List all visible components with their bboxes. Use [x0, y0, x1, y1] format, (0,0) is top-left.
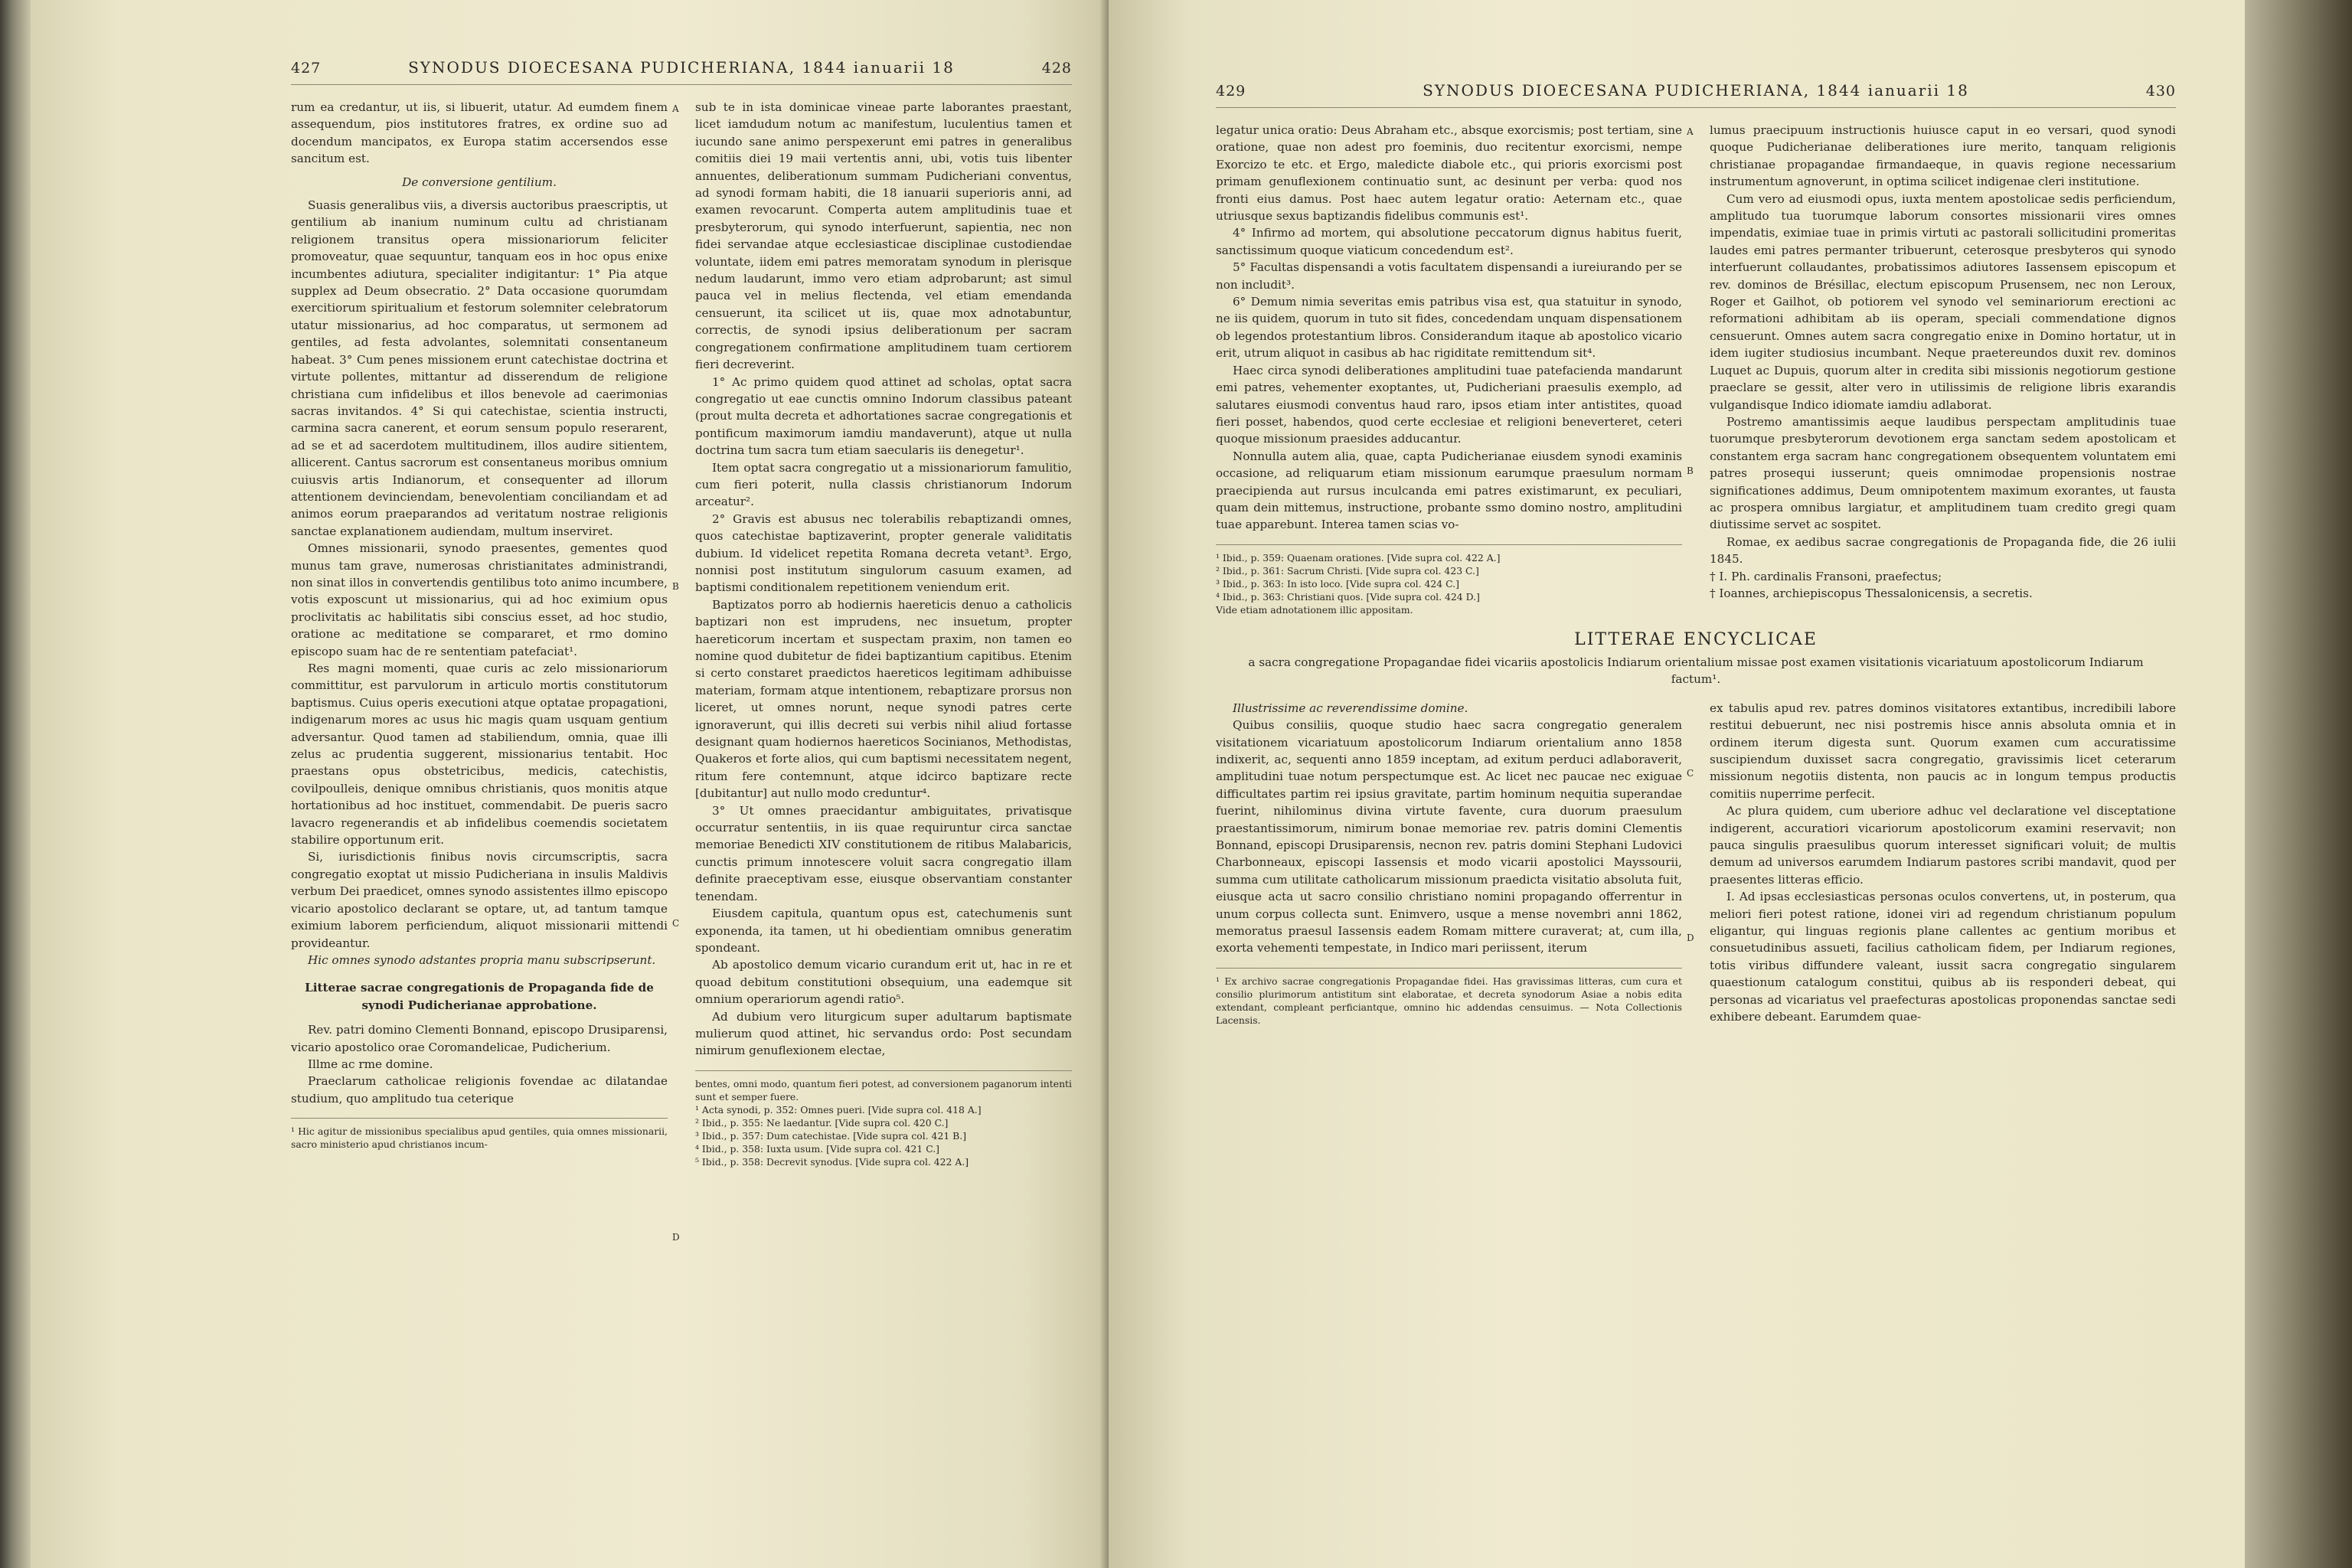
- text-column: [1687, 700, 2176, 1027]
- book-edge-left: [0, 0, 31, 1568]
- page-number: 428: [1041, 60, 1072, 77]
- left-page: [31, 0, 1109, 1568]
- page-number: 429: [1216, 83, 1246, 100]
- paragraph: lumus praecipuum instructionis huiusce caput in eo versari, quod synodi quoque Pudicherianae deliberationes iure merito, tanquam religionis christianae propagandae firmandaeque, in quavis regione necessarium instrumentum agnoverunt, in optima scilicet indigenae cleri institutione.: [1710, 123, 2176, 189]
- running-title: SYNODUS DIOECESANA PUDICHERIANA, 1844 ianuarii 18: [408, 58, 955, 77]
- footnote-line: ¹ Acta synodi, p. 352: Omnes pueri. [Vide supra col. 418 A.]: [695, 1103, 982, 1116]
- paragraph: 6° Demum nimia severitas emis patribus visa est, qua statuitur in synodo, ne iis quidem, quorum in tuto sit fides, concedendam unquam dispensationem ob legendos protestantium libros. Considerandum itaque ab apostolico vicario erit, utrum aliquot in casibus ab hac rigiditate remittendum sit⁴.: [1216, 295, 1682, 361]
- paragraph: Hic omnes synodo adstantes propria manu subscripserunt.: [308, 952, 656, 967]
- footnote-line: ⁵ Ibid., p. 358: Decrevit synodus. [Vide supra col. 422 A.]: [695, 1155, 969, 1168]
- paragraph: Ab apostolico demum vicario curandum erit ut, hac in re et quoad debitum constitutioni obsequium, una eademque sit omnium operariorum agendi ratio⁵.: [695, 958, 1072, 1007]
- paragraph: 2° Gravis est abusus nec tolerabilis rebaptizandi omnes, quos catechistae baptizaverint, propter generale validitatis dubium. Id videlicet repetita Romana decreta vetant³. Ergo, nonnisi post institutum singulorum casuum examen, ad baptismi conditionalem repetitionem veniendum erit.: [695, 511, 1072, 595]
- footnote-line: ³ Ibid., p. 363: In isto loco. [Vide supra col. 424 C.]: [1216, 577, 1459, 590]
- text-column: [1216, 700, 1682, 1027]
- paragraph: Si, iurisdictionis finibus novis circumscriptis, sacra congregatio exoptat ut missio Pudicheriana in insulis Maldivis verbum Dei praedicet, omnes synodo assistentes illmo episcopo vicario apostolico declarant se optare, ut, ad tantum tamque eximium laborem perficiendum, aliquot missionarii mittendi provideantur.: [291, 850, 668, 950]
- footnote-line: ⁴ Ibid., p. 358: Iuxta usum. [Vide supra col. 421 C.]: [695, 1142, 940, 1155]
- paragraph: 3° Ut omnes praecidantur ambiguitates, privatisque occurratur sententiis, in iis quae requiruntur circa sanctae memoriae Benedicti XIV constitutionem de ritibus Malabaricis, cunctis primum innotescere voluit sacra congregatio illam definite praeceptivam esse, eiusque observantiam constanter tenendam.: [695, 803, 1072, 903]
- paragraph: Praeclarum catholicae religionis fovendae ac dilatandae studium, quo amplitudo tua ceterique: [291, 1074, 668, 1106]
- margin-letter: A: [1687, 126, 1694, 137]
- column-paragraphs: [291, 99, 668, 1107]
- paragraph: Eiusdem capitula, quantum opus est, catechumenis sunt exponenda, ita tamen, ut hi obedientiam omnibus generatim spondeant.: [695, 906, 1072, 955]
- margin-letter: C: [1687, 768, 1694, 779]
- text-column: [291, 99, 668, 1168]
- paragraph: Baptizatos porro ab hodiernis haereticis denuo a catholicis baptizari non est imprudens, nec insuetum, propter haereticorum incertam et suspectam praxim, non tamen eo nomine quod dubitetur de fidei baptizantium capitibus. Etenim si certo constaret praedictos haereticos legitimam adhibuisse materiam, formam atque intentionem, rebaptizare prorsus non liceret, ut omnes norunt, neque synodi patres certe ignoraverunt, qui illis decreti sui verbis nihil aliud fortasse designant quam hodiernos haereticos Socinianos, Methodistas, Quakeros et forte alios, qui cum baptismi necessitatem negent, ritum fere contemnunt, atque idcirco baptizare recte [dubitantur] aut nullo modo creduntur⁴.: [695, 597, 1072, 801]
- paragraph: Ad dubium vero liturgicum super adultarum baptismate mulierum quod attinet, hic servandus ordo: Post secundam nimirum genuflexionem electae,: [695, 1009, 1072, 1058]
- paragraph: Suasis generalibus viis, a diversis auctoribus praescriptis, ut gentilium ab inanium numinum cultu ad christianam religionem transitus opera missionariorum feliciter promoveatur, quae sequuntur, tanquam eos in hoc opus enixe incumbentes adiutura, specialiter indigitantur: 1° Pia atque supplex ad Deum obsecratio. 2° Data occasione quorumdam exercitiorum spiritualium et festorum solemniter celebratorum utatur missionarius, ad hoc comparatus, ut sermonem ad gentiles, ad festa advolantes, solemnitati consentaneum habeat. 3° Cum penes missionem erunt catechistae doctrina et virtute pollentes, mittantur ad disserendum de religione christiana cum infidelibus et illos benevole ad caerimonias sacras invitandos. 4° Si qui catechistae, scientia instructi, carmina sacra canerent, et eorum sensum populo reserarent, ad se et ad sacerdotem multitudinem, illos audire sitientem, allicerent. Cantus sacrorum est consentaneus moribus omnium cuiusvis artis Indianorum, et consequenter ad illorum attentionem devinciendam, benevolentiam conciliandam et ad animos eorum praeparandos ad veritatum nostrae religionis sanctae explanationem audiendam, multum inserviret.: [291, 198, 668, 538]
- footnote: ¹ Ex archivo sacrae congregationis Propagandae fidei. Has gravissimas litteras, cum cura et consilio plurimorum antistitum sint elaboratae, et decreta synodorum Asiae a nobis edita extendant, compleant perficiantque, omnino hic addendas censuimus. — Nota Collectionis Lacensis.: [1216, 968, 1682, 1027]
- paragraph: Rev. patri domino Clementi Bonnand, episcopo Drusiparensi, vicario apostolico orae Coromandelicae, Pudicherium.: [291, 1023, 668, 1054]
- footnote-line: ¹ Ibid., p. 359: Quaenam orationes. [Vide supra col. 422 A.]: [1216, 551, 1501, 564]
- footnote-line: ⁴ Ibid., p. 363: Christiani quos. [Vide supra col. 424 D.]: [1216, 590, 1480, 603]
- right-page: [1109, 0, 2245, 1568]
- paragraph: 5° Facultas dispensandi a votis facultatem dispensandi a iureiurando per se non includit³.: [1216, 260, 1682, 292]
- footnote-line: ² Ibid., p. 361: Sacrum Christi. [Vide supra col. 423 C.]: [1216, 564, 1479, 577]
- column-paragraphs: [1216, 122, 1682, 534]
- footnote-line: bentes, omni modo, quantum fieri potest, ad conversionem paganorum intenti sunt et semper fuere.: [695, 1077, 1072, 1102]
- margin-letter: A: [672, 103, 679, 114]
- paragraph: Quibus consiliis, quoque studio haec sacra congregatio generalem visitationem vicariatuum apostolicorum Indiarum orientalium anno 1858 indixerit, ac, sequenti anno 1859 inceptam, ad exitum perduci adlaboraverit, amplitudini tuae notum perspectumque est. Ac licet nec paucae nec exiguae difficultates partim rei ipsius gravitate, partim hominum nequitia superandae fuerint, nihilominus divina virtute favente, cura duorum praesulum praestantissimorum, nimirum bonae memoriae rev. patris domini Clementis Bonnand, episcopi Drusiparensis, necnon rev. patris domini Stephani Ludovici Charbonneaux, episcopi Iassensis et modo vicarii apostolici Mayssourii, summa cum utilitate catholicarum missionum praedicta visitatio absoluta fuit, eiusque acta ut sacro consilio christiano nomini propagando offerrentur in unum corpus collecta sunt. Enimvero, usque a mense novembri anni 1862, memoratus praesul Iassensis eadem Romam mittere curaverat; at, cum illa, exorta vehementi tempestate, in Indico mari periissent, iterum: [1216, 718, 1682, 956]
- paragraph: Omnes missionarii, synodo praesentes, gementes quod munus tam grave, numerosas christianitates administrandi, non sinat illos in convertendis gentilibus toto animo incumbere, votis exposcunt ut missionarius, qui ad hoc eximium opus proclivitatis ac habilitatis sibi conscius esset, ad hoc studio, oratione ac meditatione se compararet, et rmo domino episcopo suam hac de re sententiam patefaciat¹.: [291, 541, 668, 658]
- paragraph: Illme ac rme domine.: [308, 1057, 433, 1071]
- paragraph: Res magni momenti, quae curis ac zelo missionariorum committitur, est parvulorum in articulo mortis constitutorum baptismus. Cuius operis executioni atque optatae propagationi, indigenarum mores ac usus hic magis quam usquam gentium adversantur. Quod tamen ad stabiliendum, omnia, quae illi zelus ac prudentia suggerent, missionarius tentabit. Hoc praestans opus obstetricibus, medicis, catechistis, covilpoulleis, denique omnibus christianis, quos monitis atque hortationibus ad hoc instituet, commendabit. De pueris sacro lavacro regenerandis et ab infidelibus coemendis societatem stabilire opportunum erit.: [291, 662, 668, 848]
- paragraph: Romae, ex aedibus sacrae congregationis de Propaganda fide, die 26 iulii 1845.: [1710, 534, 2176, 567]
- margin-letter: B: [1687, 466, 1694, 476]
- footnotes: [1216, 544, 1682, 616]
- running-head-right: [1216, 77, 2176, 108]
- paragraph: Nonnulla autem alia, quae, capta Pudicherianae eiusdem synodi examinis occasione, ad reliquarum etiam missionum earumque praesulum normam praecipienda aut rursus inculcanda emi patres existimarunt, ex peculiari, quam dein mittemus, instructione, probante ssmo domino nostro, amplitudini tuae apparebunt. Interea tamen scias vo-: [1216, 449, 1682, 532]
- footnote: ¹ Hic agitur de missionibus specialibus apud gentiles, quia omnes missionarii, sacro ministerio apud christianos incum-: [291, 1118, 668, 1151]
- running-head-left: [291, 54, 1072, 85]
- paragraph: 1° Ac primo quidem quod attinet ad scholas, optat sacra congregatio ut eae cunctis omnino Indorum classibus pateant (prout multa decreta et adhortationes sacrae congregationis et pontificum maximorum iamdiu mandaverunt), atque ut nulla doctrina tum sacra tum etiam saecularis iis denegetur¹.: [695, 374, 1072, 458]
- footnote-line: ³ Ibid., p. 357: Dum catechistae. [Vide supra col. 421 B.]: [695, 1129, 967, 1142]
- book-edge-right: [2245, 0, 2352, 1568]
- paragraph: Ac plura quidem, cum uberiore adhuc vel declaratione vel disceptatione indigerent, accuratiori vicariorum apostolicorum examini reservavit; non pauca singulis praesulibus quorum interesset significari voluit; de multis demum ad universos earumdem Indiarum pastores scribi mandavit, quod per praesentes litteras efficio.: [1710, 804, 2176, 887]
- column-paragraphs: [1710, 122, 2176, 602]
- page-number: 430: [2145, 83, 2176, 100]
- text-column: [1216, 122, 1682, 616]
- page-number: 427: [291, 60, 322, 77]
- column-paragraphs: [695, 99, 1072, 1060]
- footnote-line: Vide etiam adnotationem illic appositam.: [1216, 603, 1413, 616]
- margin-letter: D: [672, 1232, 680, 1243]
- column-paragraphs: [1710, 700, 2176, 1026]
- paragraph: Litterae sacrae congregationis de Propaganda fide de synodi Pudicherianae approbatione.: [305, 981, 654, 1012]
- paragraph: Postremo amantissimis aeque laudibus perspectam amplitudinis tuae tuorumque presbyterorum devotionem erga sanctam sedem apostolicam et constantem erga sacram hanc congregationem obsequentem voluntatem emi patres prosequi iusserunt; queis omnimodae propensionis nostrae significationes addimus, Deum omnipotentem maximum exorantes, ut fausta ac prospera omnibus largiatur, et amplitudinem tuam credito gregi quam diutissime servet ac sospitet.: [1710, 414, 2176, 532]
- section-title: LITTERAE ENCYCLICAE: [1574, 629, 1818, 649]
- paragraph: I. Ad ipsas ecclesiasticas personas oculos convertens, ut, in posterum, qua meliori fieri potest ratione, idonei viri ad regendum christianum populum eligantur, qui linguas regionis plane callentes ac gentium moribus et consuetudinibus assueti, facilius catholicam fidem, per Indiarum regiones, totis viribus diffundere valeant, iussit sacra congregatio singularem quaestionum catalogum constitui, quibus ab iis responderi debeat, qui personas ad vicariatus vel praefecturas apostolicas proponendas sanctae sedi exhibere debeant. Earumdem quae-: [1710, 890, 2176, 1024]
- margin-letter: B: [672, 581, 679, 592]
- margin-letter: D: [1687, 932, 1694, 943]
- text-column: [672, 99, 1072, 1243]
- paragraph: De conversione gentilium.: [402, 175, 557, 189]
- paragraph: ex tabulis apud rev. patres dominos visitatores extantibus, incredibili labore restitui debuerunt, nec nisi postremis hisce annis absoluta omnia et in ordinem iterum digesta sunt. Quorum examen cum accuratissime suscipiendum duxisset sacra congregatio, gravissimis licet ceterarum missionum negotiis distenta, non paucis ac in longum tempus productis comitiis nuperrime perfecit.: [1710, 701, 2176, 801]
- paragraph: Haec circa synodi deliberationes amplitudini tuae patefacienda mandarunt emi patres, vehementer exoptantes, ut, Pudicheriani praesulis exemplo, ad salutares eiusmodi conventus haud raro, ipsos etiam inter antistites, quoad fieri posset, habendos, quod certe ecclesiae et religioni beneverteret, ceteri quoque missionum praesides adducantur.: [1216, 363, 1682, 446]
- paragraph: Cum vero ad eiusmodi opus, iuxta mentem apostolicae sedis perficiendum, amplitudo tua tuorumque laborum consortes missionarii vires omnes impendatis, eximiae tuae in primis virtuti ac pastorali sollicitudini promeritas laudes emi patres permanter tribuerunt, ceterosque presbyteros qui synodo interfuerunt collaudantes, probatissimos adiutores Iassensem episcopum et rev. dominos de Brésillac, electum episcopum Prusensem, nec non Leroux, Roger et Gailhot, ob potiorem vel synodo vel seminariorum erectioni ac reformationi adhibitam ab iis operam, speciali commendatione dignos censuerunt. Omnes autem sacra congregatio enixe in Domino hortatur, ut in idem iugiter studiosius incumbant. Neque praetereundos duxit rev. dominos Luquet ac Dupuis, quorum alter in credita sibi missionis negotiorum gestione praeclare se gessit, alter vero in utilissimis de religione libris exarandis vulgandisque Indico idiomate iamdiu adlaborat.: [1710, 191, 2176, 412]
- paragraph: 4° Infirmo ad mortem, qui absolutione peccatorum dignus habitus fuerit, sanctissimum quoque viaticum concedendum est².: [1216, 226, 1682, 257]
- paragraph: rum ea credantur, ut iis, si libuerit, utatur. Ad eumdem finem assequendum, pios institutores fratres, ex ordine suo ad docendum mancipatos, ex Europa statim accersendos esse sancitum est.: [291, 100, 668, 166]
- footnote-line: ² Ibid., p. 355: Ne laedantur. [Vide supra col. 420 C.]: [695, 1116, 949, 1129]
- running-title: SYNODUS DIOECESANA PUDICHERIANA, 1844 ianuarii 18: [1423, 81, 1969, 100]
- margin-letter: C: [672, 918, 680, 929]
- paragraph: legatur unica oratio: Deus Abraham etc., absque exorcismis; post tertiam, sine oratione, quae non adest pro foeminis, duo recitentur exorcismi, nempe Exorcizo te etc. et Ergo, maledicte diabole etc., qui prioris exorcismi post primam genuflexionem continuatio sunt, ac desinunt per verba: quod nos fronti eius damus. Post haec autem legatur oratio: Aeternam etc., quae utriusque sexus baptizandis fidelibus communis est¹.: [1216, 123, 1682, 224]
- paragraph: sub te in ista dominicae vineae parte laborantes praestant, licet iamdudum notum ac manifestum, luculentius tamen et iucundo sane animo perspexerunt emi patres in generalibus comitiis diei 19 maii vertentis anni, ubi, votis tuis libenter annuentes, deliberationum summam Pudicheriani conventus, ad synodi formam habiti, die 18 ianuarii superioris anni, ad examen revocarunt. Comperta autem amplitudinis tuae et presbyterorum, qui synodo interfuerunt, sapientia, nec non fidei servandae atque ecclesiasticae disciplinae custodiendae voluntate, iidem emi patres memoratam synodum in plerisque nedum laudarunt, immo vero etiam adprobarunt; ast simul pauca vel in melius flectenda, vel etiam emendanda censuerunt, ita scilicet ut iis, quae mox adnotabuntur, correctis, de synodi ipsius deliberationum per sacram congregationem confirmatione amplitudinem tuam certiorem fieri decreverint.: [695, 100, 1072, 372]
- footnotes: [695, 1070, 1072, 1168]
- paragraph: † I. Ph. cardinalis Fransoni, praefectus;: [1710, 569, 1942, 583]
- section-subtitle: a sacra congregatione Propagandae fidei vicariis apostolicis Indiarum orientalium missae post examen visitationis vicariatuum apostolicorum Indiarum factum¹.: [1248, 655, 2144, 686]
- column-paragraphs: [1216, 700, 1682, 957]
- paragraph: † Ioannes, archiepiscopus Thessalonicensis, a secretis.: [1710, 586, 2033, 600]
- paragraph: Item optat sacra congregatio ut a missionariorum famulitio, cum fieri poterit, nulla classis christianorum Indorum arceatur².: [695, 460, 1072, 509]
- paragraph: Illustrissime ac reverendissime domine.: [1233, 701, 1468, 715]
